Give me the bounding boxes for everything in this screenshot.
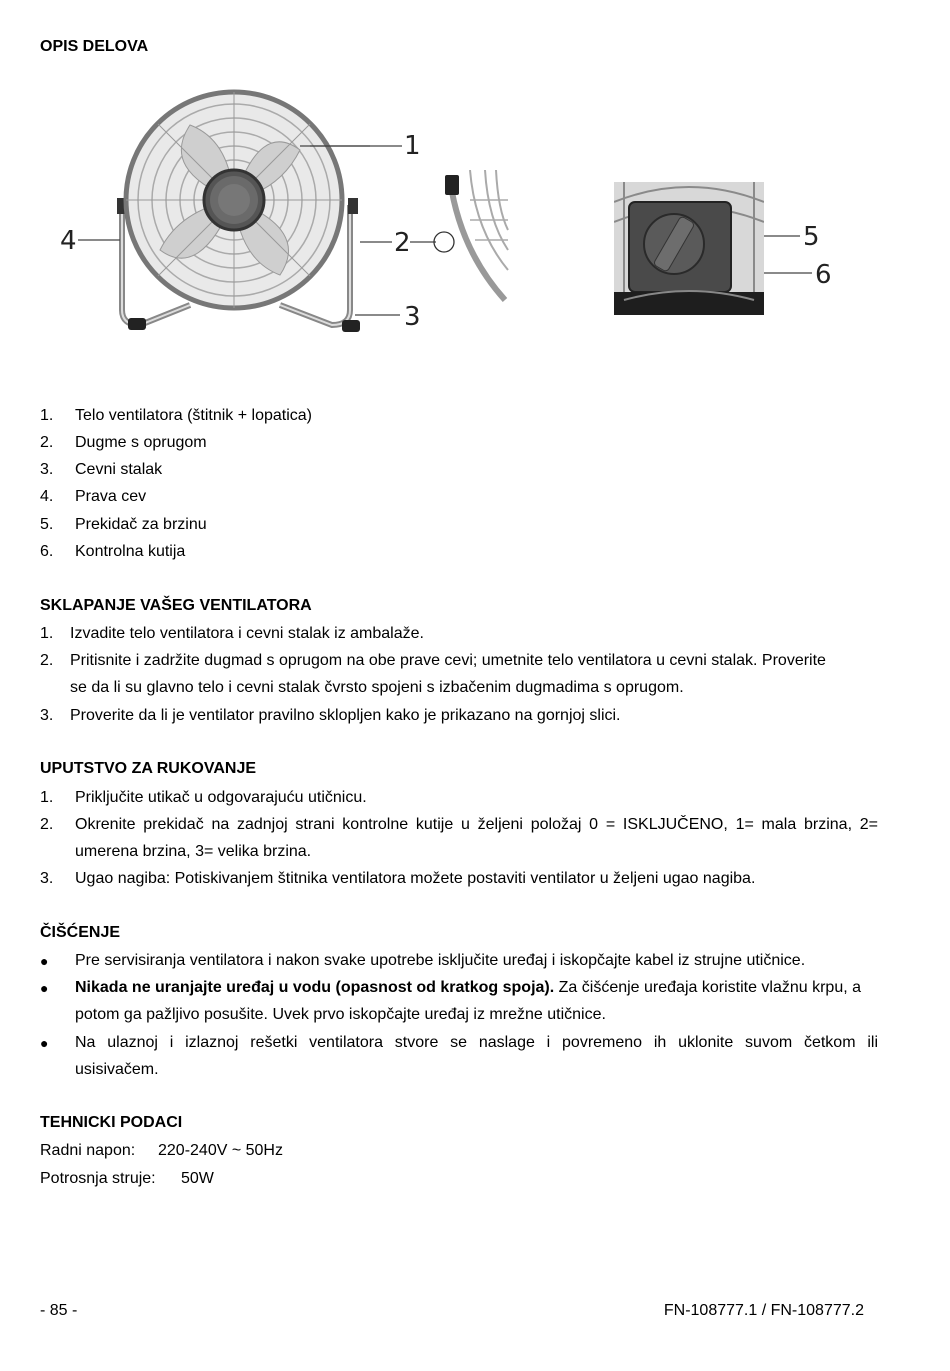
operation-heading: UPUTSTVO ZA RUKOVANJE [40,760,257,777]
bullet-icon: ● [40,980,49,996]
page-number: - 85 - [40,1302,78,1319]
callout-4: 4 [60,226,77,256]
bullet-icon: ● [40,1035,49,1051]
bullet-icon: ● [40,953,49,969]
spec-value: 50W [181,1170,214,1187]
callout-1: 1 [404,131,421,161]
callout-3: 3 [404,302,421,332]
control-box-illustration [614,182,764,315]
spec-label: Radni napon: [40,1142,136,1159]
parts-heading: OPIS DELOVA [40,38,149,55]
callout-5: 5 [803,222,820,252]
model-number: FN-108777.1 / FN-108777.2 [663,1302,864,1319]
callout-6: 6 [815,260,832,290]
spec-label: Potrosnja struje: [40,1170,156,1187]
spring-button-detail [430,170,510,310]
cleaning-heading: ČIŠĆENJE [40,924,121,941]
assembly-heading: SKLAPANJE VAŠEG VENTILATORA [40,597,312,614]
warning-text: Nikada ne uranjajte uređaj u vodu (opasnost od kratkog spoja). [75,979,555,996]
spec-value: 220-240V ~ 50Hz [158,1142,283,1159]
callout-2: 2 [394,228,411,258]
specs-heading: TEHNICKI PODACI [40,1114,183,1131]
